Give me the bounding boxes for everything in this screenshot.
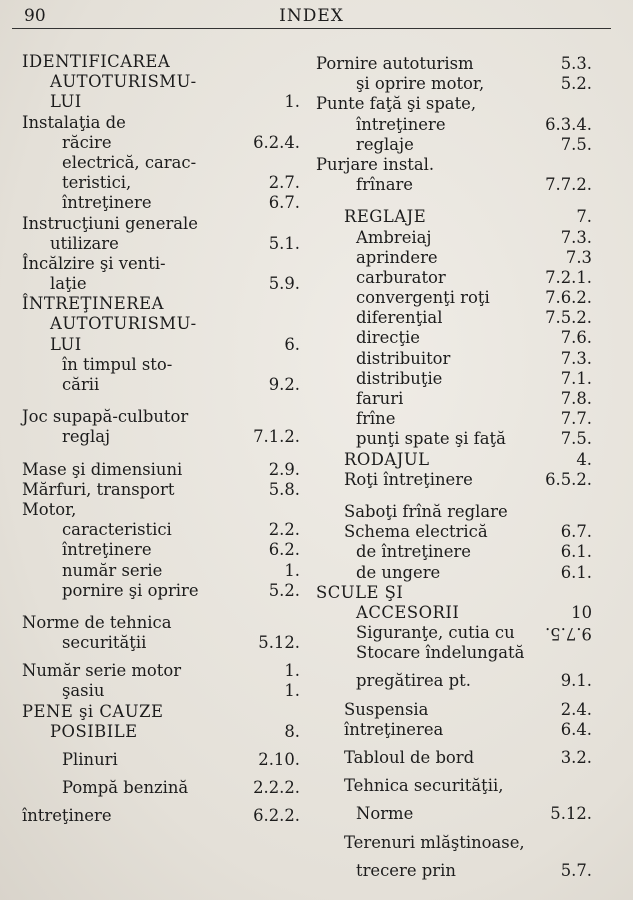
index-page-ref: 5.12. <box>258 633 300 653</box>
index-page-ref: 6. <box>284 334 300 354</box>
index-entry: Purjare instal. <box>316 154 435 174</box>
index-entry: Stocare îndelungată <box>356 643 525 663</box>
index-page-ref: 1. <box>284 560 300 580</box>
index-page-ref: 2.2.2. <box>253 778 300 798</box>
index-entry: frîne <box>356 409 396 429</box>
page-number: 90 <box>24 6 46 26</box>
index-entry: AUTOTURISMU- <box>50 72 197 92</box>
index-entry: Ambreiaj <box>356 227 432 247</box>
page-title: INDEX <box>279 6 344 26</box>
index-page-ref: 6.7. <box>268 193 300 213</box>
index-entry: ÎNTREŢINEREA <box>22 294 164 314</box>
index-entry: REGLAJE <box>344 207 427 227</box>
index-entry: număr serie <box>62 560 163 580</box>
index-entry: Plinuri <box>62 750 118 769</box>
index-entry: Încălzire şi venti- <box>22 253 166 273</box>
index-page-ref: 1. <box>284 661 300 681</box>
index-entry: Punte faţă şi spate, <box>316 94 477 114</box>
index-entry: LUI <box>50 92 82 112</box>
index-entry: SCULE ŞI <box>316 582 404 602</box>
index-entry: răcire <box>62 132 112 152</box>
index-page-ref: 5.2. <box>268 580 300 600</box>
index-entry: reglaje <box>356 134 414 154</box>
index-page-ref: 7.8. <box>560 389 592 408</box>
index-page-ref: 7.3. <box>560 348 592 368</box>
index-entry: de ungere <box>356 562 441 582</box>
index-entry: cării <box>62 375 100 394</box>
index-page-ref: 2.10. <box>258 750 300 769</box>
index-entry: distribuţie <box>356 368 443 388</box>
index-page-ref: 8. <box>284 721 300 741</box>
index-page-ref: 6.5.2. <box>545 469 592 489</box>
index-entry: întreţinere <box>356 114 446 134</box>
index-page-ref: 7.3. <box>560 227 592 247</box>
index-entry: carburator <box>356 267 446 287</box>
index-page-ref: 7.5. <box>560 429 592 449</box>
index-page-ref: 5.2. <box>560 74 592 94</box>
index-entry: Siguranţe, cutia cu <box>356 623 515 643</box>
index-page-ref: 6.2.2. <box>253 806 300 826</box>
index-entry: punţi spate şi faţă <box>356 429 506 449</box>
index-page-ref: 2.2. <box>268 520 300 540</box>
index-entry: Tabloul de bord <box>344 748 475 767</box>
index-column-left <box>22 52 300 827</box>
index-entry: Norme de tehnica <box>22 612 172 632</box>
index-entry: în timpul sto- <box>62 354 173 374</box>
index-entry: Saboţi frînă reglare <box>344 501 508 521</box>
index-entry: trecere prin <box>356 860 456 880</box>
index-entry: întreţinere <box>62 540 152 560</box>
index-page-ref: 3.2. <box>560 748 592 767</box>
index-page-ref: 5.9. <box>268 274 300 294</box>
index-entry: Mărfuri, transport <box>22 479 175 499</box>
index-entry: convergenţi roţi <box>356 288 490 308</box>
index-entry: Motor, <box>22 499 77 519</box>
index-entry: întreţinere <box>22 806 112 826</box>
index-entry: aprindere <box>356 247 438 267</box>
index-page-ref: 7.5. <box>560 134 592 154</box>
index-page-ref: 1. <box>284 681 300 701</box>
index-page-ref: 6.1. <box>560 542 592 562</box>
index-entry: Instalaţia de <box>22 112 126 132</box>
index-entry: frînare <box>356 175 414 195</box>
index-entry: întreţinere <box>62 193 152 213</box>
index-entry: Terenuri mlăştinoase, <box>344 832 525 852</box>
index-entry: electrică, carac- <box>62 152 197 172</box>
index-page-ref: 5.7. <box>560 860 592 880</box>
index-page-ref: 9.2. <box>268 375 300 394</box>
index-page-ref: 6.2. <box>268 540 300 560</box>
index-entry: Număr serie motor <box>22 661 182 681</box>
index-entry: pregătirea pt. <box>356 671 471 691</box>
index-page-ref: 5.1. <box>268 233 300 253</box>
index-page-ref: 7.6.2. <box>545 288 592 308</box>
index-page-ref: 7.2.1. <box>545 267 592 287</box>
index-entry: Tehnica securităţii, <box>344 776 504 796</box>
index-entry: PENE şi CAUZE <box>22 701 164 721</box>
index-entry: faruri <box>356 389 404 408</box>
index-page-ref: 6.4. <box>560 719 592 739</box>
index-entry: POSIBILE <box>50 721 138 741</box>
index-entry: Pompă benzină <box>62 778 189 798</box>
index-page-ref: 9.7.5. <box>545 624 592 644</box>
index-entry: Pornire autoturism <box>316 54 474 73</box>
index-entry: Mase şi dimensiuni <box>22 459 183 479</box>
index-page-ref: 7.1.2. <box>253 427 300 447</box>
index-entry: Roţi întreţinere <box>344 469 473 489</box>
index-entry: ACCESORII <box>356 602 460 622</box>
index-page-ref: 7.6. <box>560 328 592 348</box>
index-entry: întreţinerea <box>344 719 444 739</box>
index-entry: diferenţial <box>356 308 443 328</box>
index-entry: Suspensia <box>344 699 429 719</box>
index-page-ref: 7.7.2. <box>545 175 592 195</box>
index-entry: de întreţinere <box>356 542 471 562</box>
index-page-ref: 4. <box>576 449 592 469</box>
index-entry: şasiu <box>62 681 105 701</box>
index-page-ref: 2.4. <box>560 699 592 719</box>
index-entry: laţie <box>50 274 87 294</box>
index-entry: Norme <box>356 804 414 824</box>
index-page-ref: 7.5.2. <box>545 308 592 328</box>
index-page-ref: 7.1. <box>560 368 592 388</box>
index-entry: LUI <box>50 334 82 354</box>
index-page-ref: 6.7. <box>560 522 592 542</box>
index-page-ref: 10 <box>571 602 592 622</box>
index-page-ref: 5.3. <box>560 54 592 73</box>
index-page-ref: 2.7. <box>268 173 300 193</box>
index-entry: pornire şi oprire <box>62 580 199 600</box>
index-page-ref: 1. <box>284 92 300 112</box>
index-page-ref: 7. <box>576 207 592 227</box>
index-entry: reglaj <box>62 427 111 447</box>
index-entry: RODAJUL <box>344 449 430 469</box>
index-entry: direcţie <box>356 328 420 348</box>
index-entry: IDENTIFICAREA <box>22 52 171 71</box>
index-entry: Schema electrică <box>344 522 488 542</box>
index-page-ref: 7.3 <box>565 247 592 267</box>
index-entry: Joc supapă-culbutor <box>22 407 189 427</box>
index-page-ref: 9.1. <box>560 671 592 691</box>
index-entry: utilizare <box>50 233 119 253</box>
index-page-ref: 6.2.4. <box>253 132 300 152</box>
index-entry: distribuitor <box>356 348 451 368</box>
index-page-ref: 6.1. <box>560 562 592 582</box>
index-page-ref: 5.8. <box>268 479 300 499</box>
index-entry: teristici, <box>62 173 132 193</box>
page-header <box>12 2 611 29</box>
index-column-right <box>316 54 592 881</box>
index-entry: şi oprire motor, <box>356 74 485 94</box>
index-entry: AUTOTURISMU- <box>50 314 197 334</box>
index-page-ref: 7.7. <box>560 409 592 429</box>
index-entry: Instrucţiuni generale <box>22 213 198 233</box>
index-entry: securităţii <box>62 633 147 653</box>
index-page-ref: 6.3.4. <box>545 114 592 134</box>
index-entry: caracteristici <box>62 520 172 540</box>
index-page-ref: 5.12. <box>550 804 592 824</box>
index-page-ref: 2.9. <box>268 459 300 479</box>
